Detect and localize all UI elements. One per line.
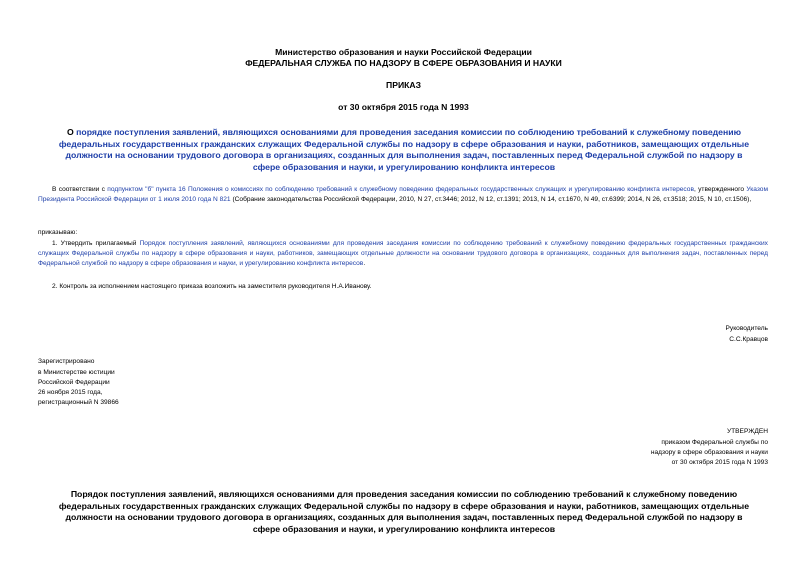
item-1-end: .	[363, 260, 366, 268]
item-2-paragraph: 2. Контроль за исполнением настоящего приказа возложить на заместителя руководителя Н.А.Иванову.	[52, 283, 372, 290]
signature-position: Руководитель	[725, 325, 768, 332]
registration-line-5: регистрационный N 39866	[38, 399, 119, 406]
item-1-paragraph	[38, 239, 768, 270]
registration-line-3: Российской Федерации	[38, 379, 110, 386]
order-title-prefix: О	[66, 127, 77, 137]
service-heading: ФЕДЕРАЛЬНАЯ СЛУЖБА ПО НАДЗОРУ В СФЕРЕ ОБРАЗОВАНИЯ И НАУКИ	[245, 58, 562, 68]
registration-line-2: в Министерстве юстиции	[38, 369, 115, 376]
registration-line-4: 26 ноября 2015 года,	[38, 389, 103, 396]
item-1-text: 1. Утвердить прилагаемый	[52, 240, 140, 247]
approved-line-1: УТВЕРЖДЕН	[726, 428, 768, 435]
decree-link[interactable]: Указом Президента Российской Федерации от 1 июля 2010 года N 821	[38, 186, 769, 204]
registration-line-1: Зарегистрировано	[38, 358, 95, 365]
ministry-heading: Министерство образования и науки Российской Федерации	[275, 47, 532, 57]
order-title	[54, 127, 754, 173]
preamble-text-1: В соответствии с	[52, 186, 108, 193]
approved-line-4: от 30 октября 2015 года N 1993	[671, 459, 768, 466]
preamble-text-2: , утвержденного	[693, 186, 747, 193]
order-word: приказываю:	[38, 229, 78, 236]
preamble-text-3: (Собрание законодательства Российской Федерации, 2010, N 27, ст.3446; 2012, N 12, ст.1391; 2013, N 14, ст.1670, N 49, ст.6399; 2014, N 26, ст.3518; 2015, N 10, ст.1506),	[230, 196, 752, 204]
approved-line-2: приказом Федеральной службы по	[661, 439, 768, 446]
signature-name: С.С.Кравцов	[729, 336, 768, 343]
preamble-paragraph	[38, 185, 768, 205]
procedure-link[interactable]: Порядок поступления заявлений, являющихся основаниями для проведения заседания комиссии по соблюдению требований к служебному поведению федеральных государственных гражданских служащих Федеральной службы по надзору в сфере образования и науки, работников, замещающих отдельные должности на основании трудового договора в организациях, созданных для выполнения задач, поставленных перед Федеральной службой по надзору в сфере образования и науки, и урегулированию конфликта интересов	[38, 240, 768, 268]
approved-line-3: надзору в сфере образования и науки	[650, 449, 768, 456]
procedure-title: Порядок поступления заявлений, являющихся основаниями для проведения заседания комиссии по соблюдению требований к служебному поведению федеральных государственных гражданских служащих Федеральной службы по надзору в сфере образования и науки, работников, замещающих отдельные должности на основании трудового договора в организациях, созданных для выполнения задач, поставленных перед Федеральной службой по надзору в сфере образования и науки, и урегулированию конфликта интересов	[58, 489, 750, 534]
doc-type-heading: ПРИКАЗ	[386, 80, 421, 90]
order-title-link[interactable]: порядке поступления заявлений, являющихся основаниями для проведения заседания комиссии по соблюдению требований к служебному поведению федеральных государственных гражданских служащих Федеральной службы по надзору в сфере образования и науки, работников, замещающих отдельные должности на основании трудового договора в организациях, созданных для выполнения задач, поставленных перед Федеральной службой по надзору в сфере образования и науки, и урегулированию конфликта интересов	[58, 127, 750, 172]
regulation-link[interactable]: подпунктом "б" пункта 16 Положения о комиссиях по соблюдению требований к служебному поведению федеральных государственных служащих и урегулированию конфликта интересов	[107, 186, 694, 193]
doc-date-number: от 30 октября 2015 года N 1993	[338, 102, 469, 112]
